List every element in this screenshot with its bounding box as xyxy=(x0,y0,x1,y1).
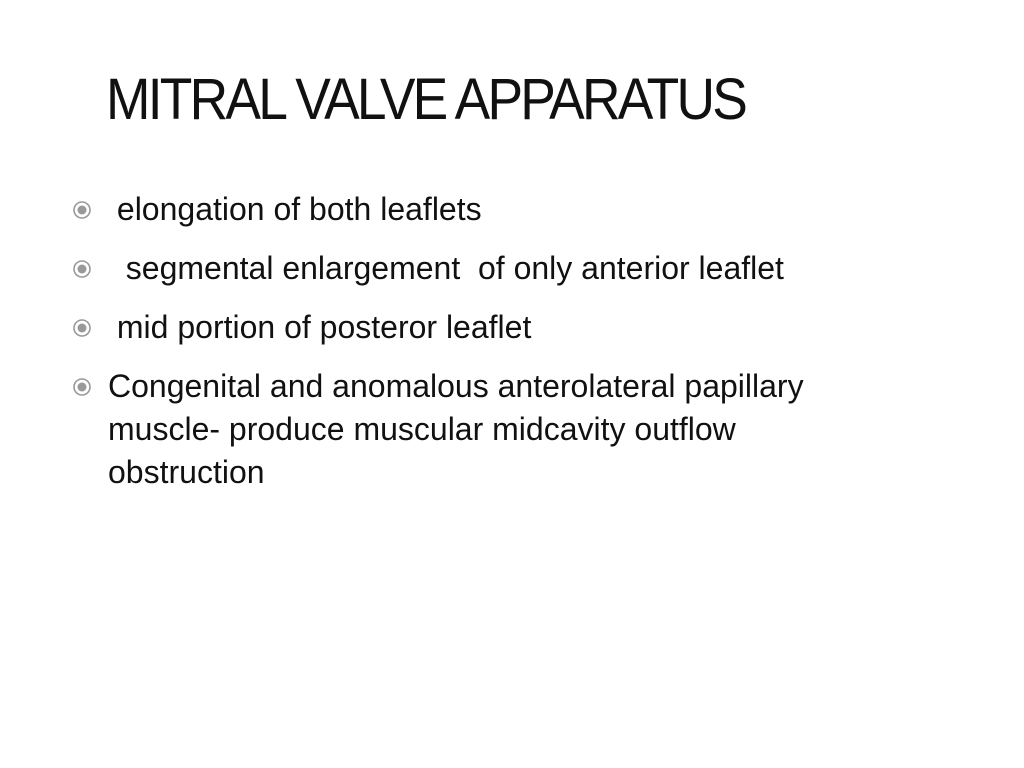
bullet-item xyxy=(72,306,872,349)
bullet-text: elongation of both leaflets xyxy=(108,191,482,227)
bullet-item xyxy=(72,188,872,231)
circled-dot-bullet-icon xyxy=(72,318,92,338)
circled-dot-bullet-icon xyxy=(72,377,92,397)
slide-title: MITRAL VALVE APPARATUS xyxy=(106,67,746,132)
bullet-text: mid portion of posteror leaflet xyxy=(108,309,532,345)
bullet-list xyxy=(72,188,872,510)
bullet-text: segmental enlargement of only anterior leaflet xyxy=(108,250,784,286)
bullet-item xyxy=(72,247,872,290)
bullet-text: Congenital and anomalous anterolateral papillary muscle- produce muscular midcavity outflow obstruction xyxy=(108,368,813,490)
circled-dot-bullet-icon xyxy=(72,200,92,220)
bullet-item xyxy=(72,365,872,494)
circled-dot-bullet-icon xyxy=(72,259,92,279)
